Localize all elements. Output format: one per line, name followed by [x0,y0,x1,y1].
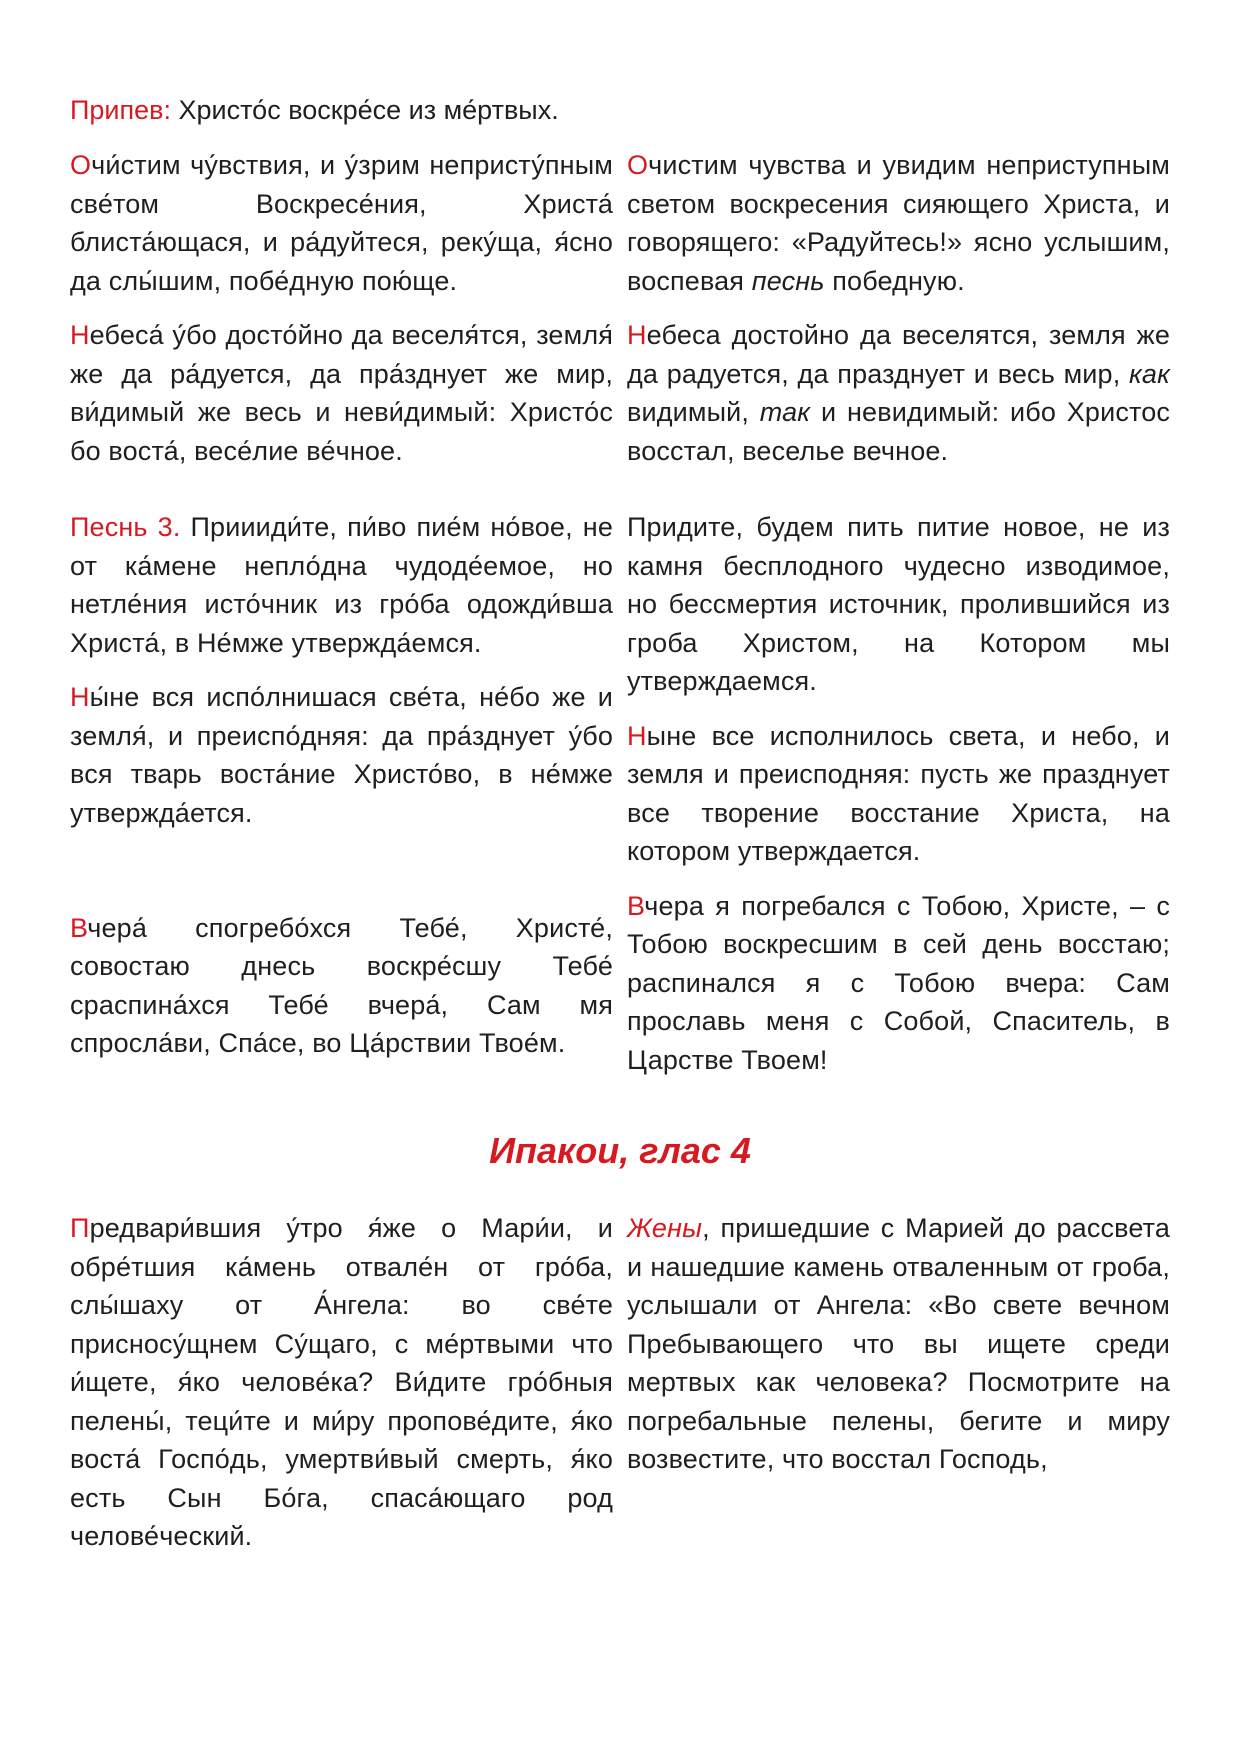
stanza-text: ебеса достойно да веселятся, земля же да радуется, да празднует и весь мир, [627,320,1170,389]
initial-letter: Н [70,682,90,712]
initial-letter: Н [627,720,647,751]
initial-letter: П [70,1213,90,1243]
stanza-text: и невидимый: ибо Христос восстал, веселье вечное. [627,397,1171,466]
refrain-label: Припев: [70,95,171,125]
stanza-slavonic-2 [70,316,613,470]
italic-word: так [759,397,811,427]
ode-label: Песнь 3. [70,512,181,542]
section-heading: Ипакои, глас 4 [489,1130,751,1171]
stanza-text: чера́ спогребо́хся Тебе́, Христе́, совостаю днесь воскре́сшу Тебе́ сраспина́хся Тебе́ вчера́, Сам мя спросла́ви, Спа́се, во Ца́рствии Твое́м. [70,912,613,1058]
left-column [70,887,613,1063]
stanza-russian-4 [627,717,1170,871]
right-column [627,1209,1170,1556]
left-column [70,508,613,871]
initial-letter: В [70,912,88,943]
stanza-slavonic-6 [70,1209,613,1556]
stanza-russian-5 [627,887,1170,1080]
italic-word: песнь [751,265,825,296]
stanza-russian-3 [627,508,1170,701]
right-column [627,146,1170,470]
row-vchera [70,887,1170,1080]
stanza-slavonic-4 [70,678,613,832]
row-ipakoi [70,1209,1170,1556]
initial-letter: О [70,150,92,180]
stanza-text: чистим чувства и увидим неприступным светом воскресения сияющего Христа, и говорящего: «Радуйтесь!» ясно услышим, воспевая [627,150,1170,296]
refrain-line [70,90,1170,130]
stanza-text: ебеса́ у́бо досто́йно да веселя́тся, земля́ же да ра́дуется, да пра́зднует же мир, ви́димый же весь и неви́димый: Христо́с бо воста́, весе́лие ве́чное. [70,320,613,466]
stanza-russian-2 [627,316,1170,470]
stanza-text: ыне все исполнилось света, и небо, и земля и преисподняя: пусть же празднует все творение восстание Христа, на котором утверждается. [627,720,1170,866]
row-pesn-3 [70,508,1170,871]
stanza-text: победную. [824,265,965,296]
stanza-text: Приииди́те, пи́во пие́м но́вое, не от ка́мене непло́дна чудоде́емое, но нетле́ния исто́чник из гро́ба одожди́вша Христа́, в Не́мже утвержда́емся. [70,512,613,658]
initial-letter: В [627,890,645,921]
stanza-slavonic-5 [70,909,613,1063]
stanza-text: чера я погребался с Тобою, Христе, – с Тобою воскресшим в сей день восстаю; распинался я с Тобою вчера: Сам прославь меня с Собой, Спаситель, в Царстве Твоем! [627,890,1170,1075]
refrain-text: Христо́с воскре́се из ме́ртвых. [178,95,559,125]
stanza-slavonic-1 [70,146,613,300]
initial-letter: О [627,150,649,180]
right-column [627,508,1170,871]
italic-word: как [1129,358,1170,389]
initial-letter: Н [70,320,90,350]
stanza-text: Придите, будем пить питие новое, не из камня бесплодного чудесно изводимое, но бессмертия источник, пролившийся из гроба Христом, на Котором мы утверждаемся. [627,512,1170,696]
stanza-russian-1 [627,146,1170,300]
row-ochistim [70,146,1170,470]
page-content [70,90,1170,1572]
right-column [627,887,1170,1080]
stanza-text: чи́стим чу́вствия, и у́зрим непристу́пным све́том Воскресе́ния, Христа́ блиста́ющася, и ра́дуйтеся, реку́ща, я́сно да слы́шим, побе́дную пою́ще. [70,150,613,296]
left-column [70,146,613,470]
stanza-text: ы́не вся испо́лнишася све́та, не́бо же и земля́, и преиспо́дняя: да пра́зднует у́бо вся тварь воста́ние Христо́во, в не́мже утвержда́ется. [70,682,613,828]
initial-letter: Н [627,320,647,350]
left-column [70,1209,613,1556]
stanza-text: видимый, [627,397,760,427]
stanza-text: , пришедшие с Марией до рассвета и нашедшие камень отваленным от гроба, услышали от Ангела: «Во свете вечном Пребывающего что вы ищете среди мертвых как человека? Посмотрите на погребальные пелены, бегите и миру возвестите, что восстал Господь, [627,1213,1170,1474]
stanza-russian-6 [627,1209,1170,1479]
stanza-text: редвари́вшия у́тро я́же о Мари́и, и обре́тшия ка́мень отвале́н от гро́ба, слы́шаху от А́нгела: во све́те присносу́щнем Су́щаго, с ме́ртвыми что и́щете, я́ко челове́ка? Ви́дите гро́бныя пелены́, теци́те и ми́ру пропове́дите, я́ко воста́ Госпо́дь, умертви́вый смерть, я́ко есть Сын Бо́га, спаса́ющаго род челове́ческий. [70,1213,613,1551]
initial-word: Жены [627,1213,703,1243]
stanza-slavonic-3 [70,508,613,662]
